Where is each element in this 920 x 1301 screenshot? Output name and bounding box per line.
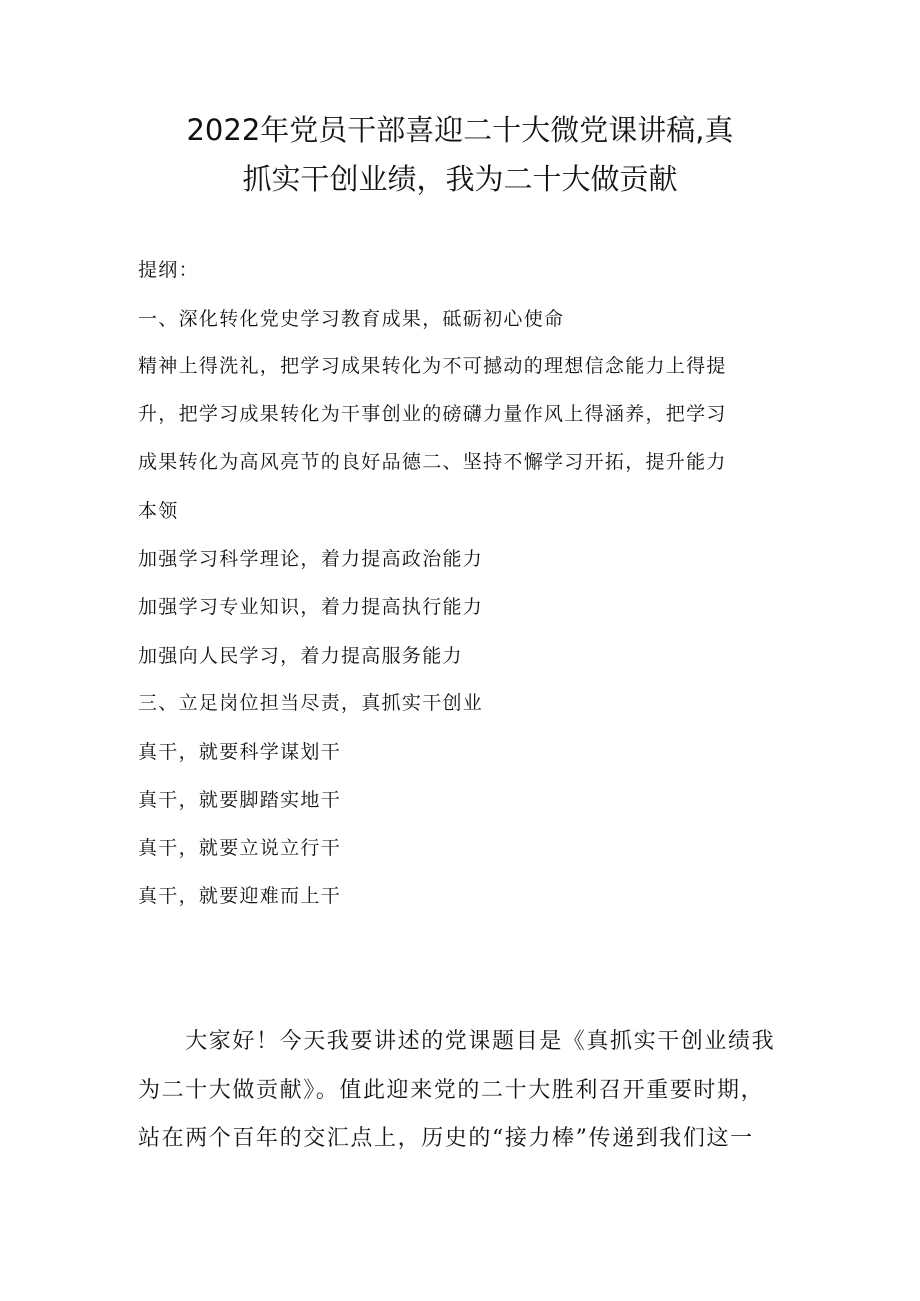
outline-item: 真干，就要迎难而上干 (138, 885, 342, 907)
outline-item: 加强向人民学习，着力提高服务能力 (138, 645, 463, 667)
document-title-line-2: 抓实干创业绩，我为二十大做贡献 (242, 162, 678, 196)
body-line: 为二十大做贡献》。值此迎来党的二十大胜利召开重要时期， (138, 1078, 765, 1103)
document-title-line-1: 2022年党员干部喜迎二十大微党课讲稿,真 (186, 113, 734, 147)
body-line: 站在两个百年的交汇点上，历史的“接力棒”传递到我们这一 (138, 1126, 754, 1151)
outline-item: 加强学习科学理论，着力提高政治能力 (138, 548, 484, 570)
body-line: 大家好！今天我要讲述的党课题目是《真抓实干创业绩我 (138, 1029, 776, 1054)
outline-heading: 提纲： (138, 259, 199, 281)
outline-item: 成果转化为高风亮节的良好品德二、坚持不懈学习开拓，提升能力 (138, 451, 727, 473)
outline-item: 真干，就要脚踏实地干 (138, 789, 342, 811)
outline-item: 升，把学习成果转化为干事创业的磅礴力量作风上得涵养，把学习 (138, 403, 727, 425)
outline-item: 精神上得洗礼，把学习成果转化为不可撼动的理想信念能力上得提 (138, 355, 727, 377)
outline-item: 真干，就要科学谋划干 (138, 741, 342, 763)
outline-item: 一、深化转化党史学习教育成果，砥砺初心使命 (138, 308, 565, 330)
outline-item: 加强学习专业知识，着力提高执行能力 (138, 596, 484, 618)
outline-item: 真干，就要立说立行干 (138, 837, 342, 859)
outline-item: 本领 (138, 500, 179, 522)
outline-item: 三、立足岗位担当尽责，真抓实干创业 (138, 692, 484, 714)
